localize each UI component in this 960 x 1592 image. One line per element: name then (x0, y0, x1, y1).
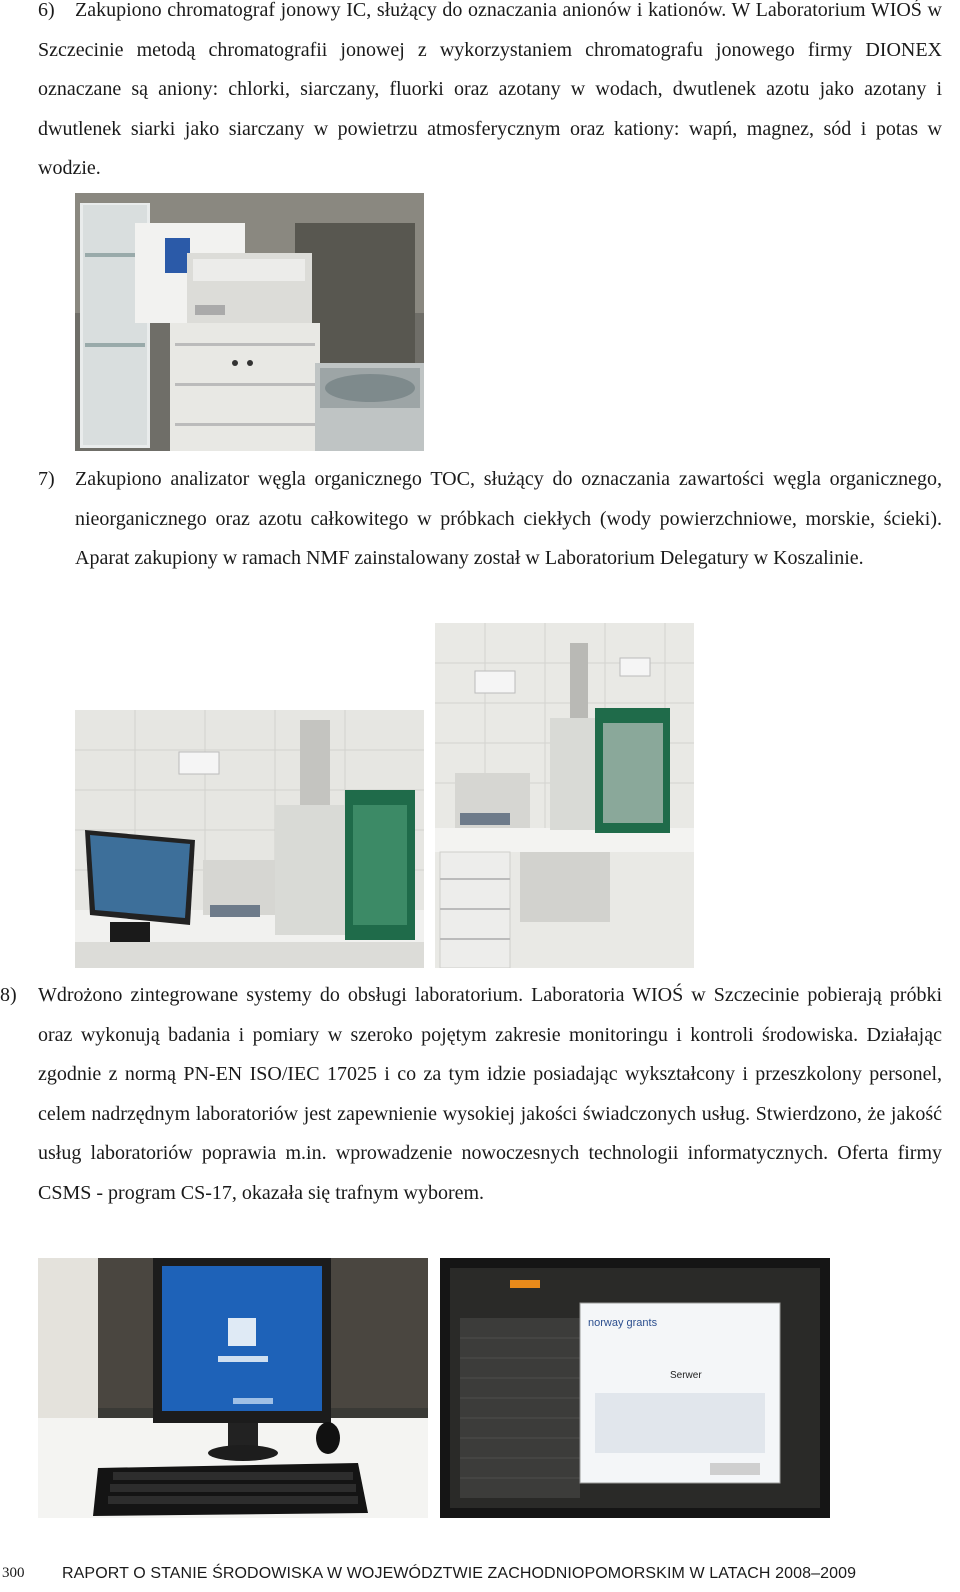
item-number-6: 6) (38, 0, 55, 21)
photo-toc-analyzer-right (435, 623, 694, 968)
photo-toc-analyzer-left (75, 710, 424, 968)
photo-ion-chromatograph (75, 193, 424, 451)
paragraph-7: Zakupiono analizator węgla organicznego TOC, służący do oznaczania zawartości węgla organicznego, nieorganicznego oraz azotu całkowitego w próbkach ciekłych (wody powierzchniowe, morskie, ścieki). Aparat zakupiony w ramach NMF zainstalowany został w Laboratorium Delegatury w Koszalinie. (75, 468, 942, 569)
paragraph-6: Zakupiono chromatograf jonowy IC, służący do oznaczania anionów i kationów. W Laboratorium WIOŚ w Szczecinie metodą chromatografii jonowej z wykorzystaniem chromatografu jonowego firmy DIONEX oznaczane są aniony: chlorki, siarczany, fluorki oraz azotany w wodach, dwutlenek azotu jako azotany i dwutlenek siarki jako siarczany w powietrzu atmosferycznym oraz kationy: wapń, magnez, sód i potas w wodzie. (38, 0, 942, 179)
item-number-8: 8) (0, 984, 17, 1006)
paragraph-8: Wdrożono zintegrowane systemy do obsługi laboratorium. Laboratoria WIOŚ w Szczecinie pobierają próbki oraz wykonują badania i pomiary w szeroko pojętym zakresie monitoringu i kontroli środowiska. Działając zgodnie z normą PN-EN ISO/IEC 17025 i co za tym idzie posiadając wykształcony i przeszkolony personel, celem nadrzędnym laboratoriów jest zapewnienie wysokiej jakości świadczonych usług. Stwierdzono, że jakość usług laboratoriów poprawia m.in. wprowadzenie nowoczesnych technologii informatycznych. Oferta firmy CSMS - program CS-17, okazała się trafnym wyborem. (38, 984, 942, 1204)
page-number: 300 (2, 1565, 25, 1581)
server-sign-brand: norway grants (588, 1317, 658, 1329)
photo-workstation (38, 1258, 428, 1518)
item-number-7: 7) (38, 468, 55, 490)
photo-server (440, 1258, 830, 1518)
server-sign-title: Serwer (670, 1370, 702, 1381)
footer-title: RAPORT O STANIE ŚRODOWISKA W WOJEWÓDZTWIE ZACHODNIOPOMORSKIM W LATACH 2008–2009 (62, 1565, 857, 1582)
